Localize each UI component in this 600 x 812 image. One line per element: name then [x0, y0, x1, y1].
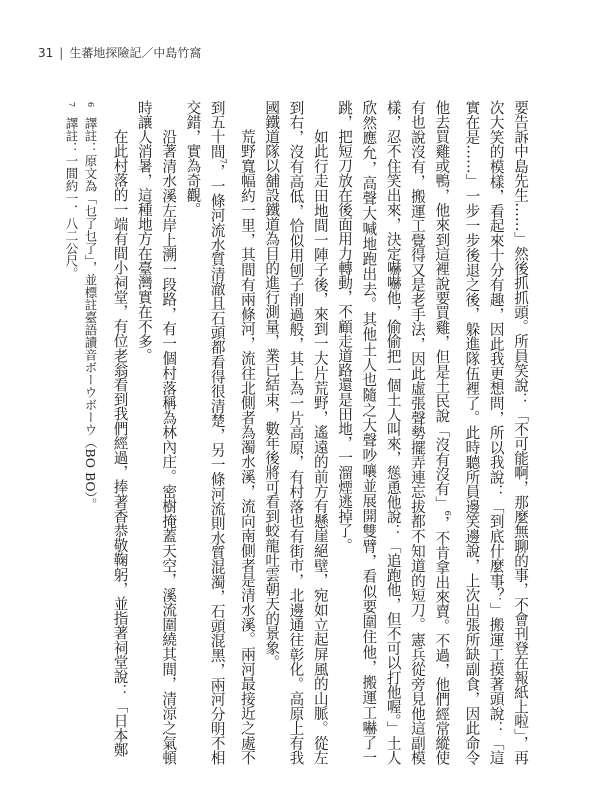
paragraph-text: 荒野寬幅約一里，其間有兩條河，流往北側者為濁水溪，流向南側者是清水溪。兩河最接近之處不到五十間 — [208, 100, 256, 765]
paragraph-text: 要告訴中島先生……」然後抓抓頭。所員笑說：「不可能啊，那麼無聊的事，不會刊登在報紙上啦」，再次大笑的模樣，看起來十分有趣，因此我更想問，所以我說：「到底什麼事？」搬運工摸著頭說：「這實在是……」一步一步後退之後，躲進隊伍裡了。此時聽所員邊笑邊說，上次出張所缺副食，因此命令他去買雞或鴨，他來到這裡說要買雞，但是土民說「沒有沒有」 — [433, 100, 529, 765]
body-text — [62, 100, 532, 765]
paragraph — [180, 100, 259, 765]
paragraph: 在此村落的一端有間小祠堂，有位老翁看到我們經過，捧著香恭敬鞠躬，並指著祠堂說：「日本鄭 — [111, 129, 129, 757]
footnotes — [60, 102, 100, 762]
footnote-ref: 7 — [218, 158, 228, 164]
paragraph: 沿著清水溪左岸上溯一段路，有一個村落稱為林內庄。密樹掩蓋天空，溪流圍繞其間，清涼之氣頓時讓人消暑，這種地方在臺灣實在不多。 — [135, 100, 178, 765]
footnote-text: 譯註：一間約一．八二公尺。 — [64, 117, 79, 280]
paragraph: 如此行走田地間一陣子後，來到一大片荒野，遙遠的前方有懸崖絕壁，宛如立起屏風的山脈。從左到右，沒有高低，恰似用刨子削過般，其上為一片高原，有村落也有街市，北邊通往彰化。高原上有我國鐵道隊以舖設鐵道為目的進行測量，業已結束，數年後將可看到蛟龍吐雲朝天的景象。 — [263, 100, 329, 765]
running-header — [38, 44, 201, 61]
footnote-number: 7 — [67, 102, 76, 108]
footnote — [62, 102, 81, 762]
footnote-number: 6 — [86, 102, 95, 108]
paragraph — [332, 100, 532, 765]
paragraph-text: ，一條河流水質清澈且石頭都看得很清楚，另一條河流則水質混濁，石頭混黑，兩河分明不相交錯，實為奇觀。 — [184, 100, 226, 765]
header-separator: | — [59, 46, 64, 60]
page-number: 31 — [38, 46, 54, 60]
running-title: 生蕃地探險記／中島竹窩 — [69, 46, 202, 60]
footnote-ref: 6 — [443, 510, 453, 516]
footnote-text: 譯註：原文為「乜了乜了」，並標註臺語讀音ボーウボーウ（BO BO）。 — [83, 117, 98, 511]
footnote — [81, 102, 100, 762]
paragraph-text: ，不肯拿出來賣。不過，他們經常縱使有也說沒有，搬運工覺得又是老手法，因此虛張聲勢擺弄連忘拔都不知道的短刀。憲兵從旁見他這副模樣，忍不住笑出來，決定嚇嚇他，偷偷把一個土人叫來，慫恿他說：「追跑他，但不可以打他喔。」土人欣然應允，高聲大喊地跑出去。其他土人也隨之大聲吵嚷並展開雙臂，看似要圍住他，搬運工嚇了一跳，把短刀放在後面用力轉動，不顧走道路還是田地，一溜煙逃掉了。 — [336, 100, 451, 765]
